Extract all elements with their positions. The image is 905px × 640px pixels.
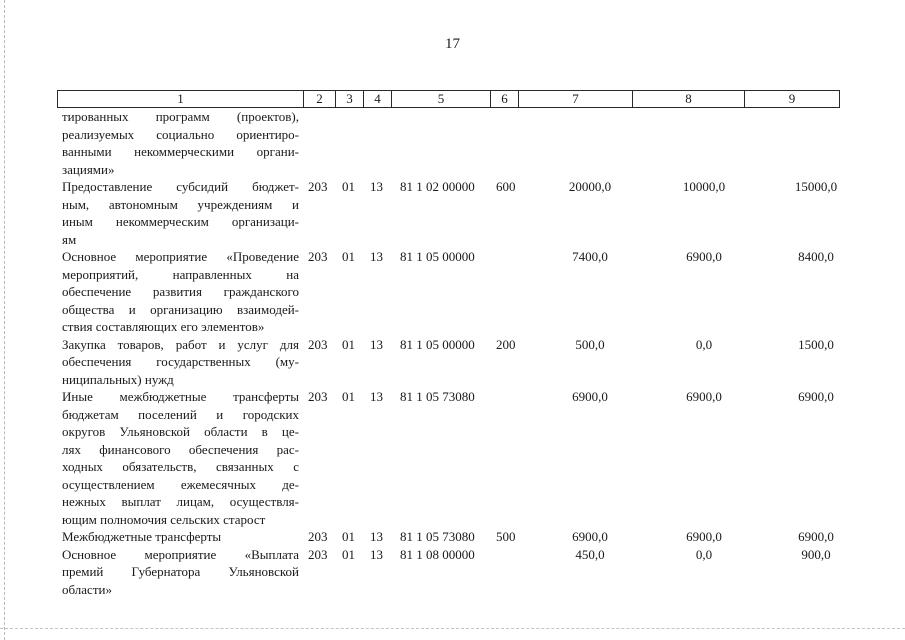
row-description	[62, 336, 299, 389]
cell-col-2: 203	[308, 546, 328, 562]
cell-col-3: 01	[342, 529, 355, 544]
cell-col-5: 81 1 02 00000	[400, 179, 475, 194]
cell-col-5: 81 1 08 00000	[400, 546, 475, 562]
description-line: бюджетам поселений и городских	[62, 406, 299, 422]
cell-col-7: 500,0	[575, 336, 605, 352]
cell-col-9: 8400,0	[798, 249, 834, 264]
description-line: Основное мероприятие «Проведение	[62, 249, 299, 264]
row-description	[62, 528, 299, 546]
table-row	[62, 108, 842, 178]
description-line: ванными некоммерческими органи-	[62, 144, 299, 159]
description-line: премий Губернатора Ульяновской	[62, 564, 299, 579]
description-line: зациями»	[62, 161, 115, 177]
description-line: мероприятий, направленных на	[62, 266, 299, 282]
row-description	[62, 108, 299, 178]
cell-col-8: 6900,0	[686, 529, 722, 544]
cell-col-2: 203	[308, 529, 328, 544]
description-line: тированных программ (проектов),	[62, 109, 299, 124]
cell-col-4: 13	[370, 179, 383, 194]
column-header-9: 9	[744, 91, 839, 107]
page-number: 17	[445, 36, 460, 52]
description-line: ниципальных) нужд	[62, 371, 174, 387]
cell-col-4: 13	[370, 336, 383, 352]
column-header-1: 1	[177, 91, 184, 106]
table-row	[62, 248, 842, 336]
cell-col-4: 13	[370, 389, 383, 404]
description-line: Закупка товаров, работ и услуг для	[62, 336, 299, 352]
cell-col-3: 01	[342, 179, 355, 194]
cell-col-7: 6900,0	[572, 389, 608, 404]
description-line: ющим полномочия сельских старост	[62, 511, 266, 527]
table-body	[62, 108, 842, 598]
description-line: Иные межбюджетные трансферты	[62, 389, 299, 404]
description-line: обеспечения государственных (му-	[62, 354, 299, 369]
cell-col-3: 01	[342, 336, 355, 352]
cell-col-5: 81 1 05 73080	[400, 529, 475, 544]
description-line: области»	[62, 581, 112, 597]
description-line: реализуемых социально ориентиро-	[62, 126, 299, 142]
cell-col-2: 203	[308, 389, 328, 404]
column-header-6: 6	[490, 91, 518, 107]
cell-col-7: 7400,0	[572, 249, 608, 264]
description-line: Основное мероприятие «Выплата	[62, 546, 299, 562]
description-line: осуществлением ежемесячных де-	[62, 476, 299, 492]
description-line: лях финансового обеспечения рас-	[62, 441, 299, 457]
cell-col-9: 6900,0	[798, 529, 834, 544]
cell-col-9: 6900,0	[798, 389, 834, 404]
description-line: ствия составляющих его элементов»	[62, 319, 265, 334]
cell-col-9: 1500,0	[798, 336, 834, 352]
description-line: Предоставление субсидий бюджет-	[62, 179, 299, 194]
column-header-8: 8	[632, 91, 744, 107]
description-line: нежных выплат лицам, осуществля-	[62, 494, 299, 509]
column-header-3: 3	[335, 91, 363, 107]
column-header-5: 5	[391, 91, 490, 107]
table-row	[62, 178, 842, 248]
cell-col-5: 81 1 05 73080	[400, 389, 475, 404]
description-line: общества и организацию взаимодей-	[62, 301, 299, 317]
description-line: ям	[62, 231, 77, 247]
description-line: ным, автономным учреждениям и	[62, 196, 299, 212]
cell-col-6: 600	[496, 179, 516, 194]
column-header-7: 7	[518, 91, 632, 107]
table-row	[62, 546, 842, 599]
cell-col-3: 01	[342, 249, 355, 264]
cell-col-2: 203	[308, 336, 328, 352]
cell-col-9: 15000,0	[794, 179, 838, 194]
cell-col-3: 01	[342, 546, 355, 562]
cell-col-7: 20000,0	[568, 179, 612, 194]
cell-col-8: 6900,0	[686, 389, 722, 404]
column-header-4: 4	[363, 91, 391, 107]
row-description	[62, 248, 299, 336]
cell-col-9: 900,0	[801, 546, 831, 562]
description-line: Межбюджетные трансферты	[62, 529, 222, 544]
table-row	[62, 336, 842, 389]
table-row	[62, 528, 842, 546]
scan-edge-left	[4, 0, 5, 640]
cell-col-5: 81 1 05 00000	[400, 249, 475, 264]
cell-col-4: 13	[370, 249, 383, 264]
cell-col-2: 203	[308, 179, 328, 194]
cell-col-2: 203	[308, 249, 328, 264]
cell-col-4: 13	[370, 546, 383, 562]
cell-col-6: 500	[496, 529, 516, 544]
description-line: обеспечение развития гражданского	[62, 284, 299, 299]
row-description	[62, 388, 299, 528]
cell-col-5: 81 1 05 00000	[400, 336, 475, 352]
cell-col-8: 10000,0	[682, 179, 726, 194]
cell-col-6: 200	[496, 336, 516, 352]
cell-col-8: 6900,0	[686, 249, 722, 264]
cell-col-3: 01	[342, 389, 355, 404]
cell-col-7: 6900,0	[572, 529, 608, 544]
column-header-2: 2	[303, 91, 335, 107]
description-line: ходных обязательств, связанных с	[62, 459, 299, 474]
cell-col-7: 450,0	[575, 546, 605, 562]
row-description	[62, 178, 299, 248]
table-header-row	[57, 90, 840, 108]
cell-col-8: 0,0	[695, 336, 713, 352]
scan-edge-bottom	[0, 628, 905, 629]
row-description	[62, 546, 299, 599]
cell-col-8: 0,0	[695, 546, 713, 562]
description-line: округов Ульяновской области в це-	[62, 424, 299, 439]
table-row	[62, 388, 842, 528]
cell-col-4: 13	[370, 529, 383, 544]
description-line: иным некоммерческим организаци-	[62, 214, 299, 229]
